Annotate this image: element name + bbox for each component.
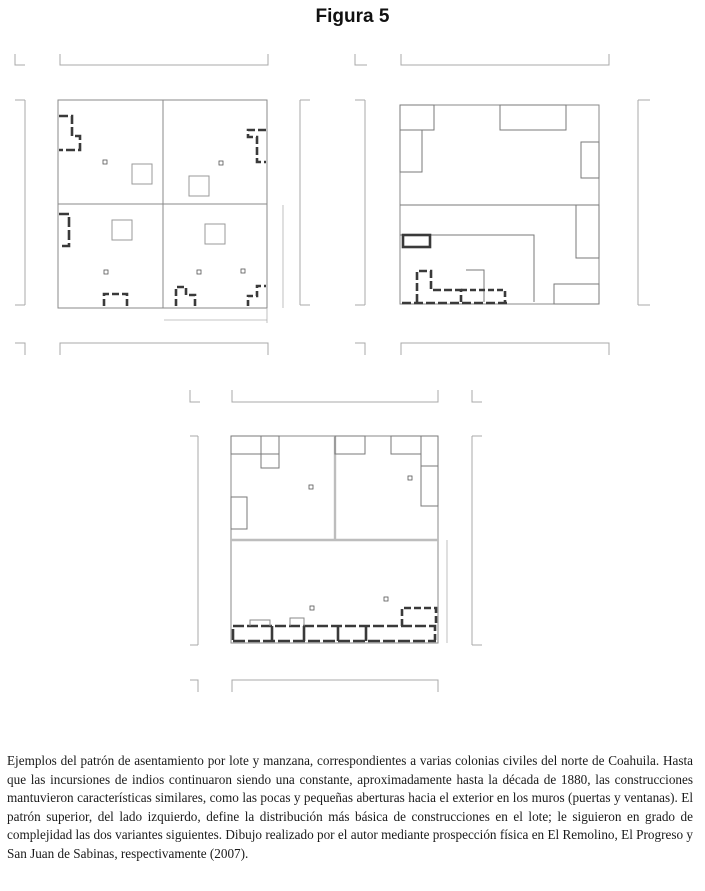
figure-title: Figura 5 — [315, 6, 390, 27]
plan-el-progreso — [345, 40, 705, 365]
plan-el-remolino — [0, 40, 345, 365]
figure-caption: Ejemplos del patrón de asentamiento por lote y manzana, correspondientes a varias colonias civiles del norte de Coahuila. Hasta que las incursiones de indios continuaron siendo una constante, aproximadamente hasta la década de 1880, las construcciones mantuvieron características similares, como las pocas y pequeñas aberturas hacia el exterior en los muros (puertas y ventanas). El patrón superior, del lado izquierdo, define la distribución más básica de construcciones en el lote; le siguieron en grado de complejidad las dos variantes siguientes. Dibujo realizado por el autor mediante prospección física en El Remolino, El Progreso y San Juan de Sabinas, respectivamente (2007). — [7, 753, 693, 861]
plan-san-juan-de-sabinas — [180, 380, 510, 700]
